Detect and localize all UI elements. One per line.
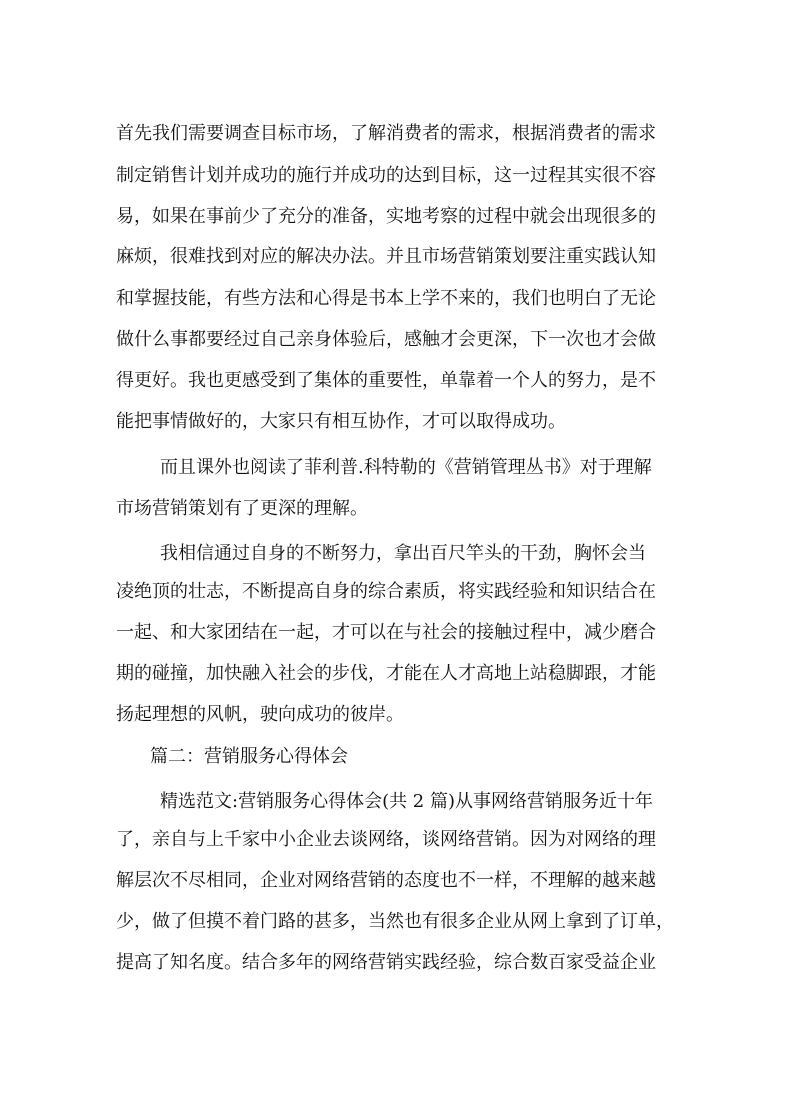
paragraph-5-line-2: 了，亲自与上千家中小企业去谈网络，谈网络营销。因为对网络的理 <box>116 829 656 850</box>
paragraph-1-line-2: 制定销售计划并成功的施行并成功的达到目标，这一过程其实很不容 <box>116 165 656 186</box>
paragraph-1-line-8: 能把事情做好的，大家只有相互协作，才可以取得成功。 <box>116 411 566 432</box>
paragraph-3-line-4: 期的碰撞，加快融入社会的步伐，才能在人才高地上站稳脚跟，才能 <box>116 663 656 684</box>
paragraph-1-line-3: 易，如果在事前少了充分的准备，实地考察的过程中就会出现很多的 <box>116 206 656 227</box>
paragraph-3-line-1: 我相信通过自身的不断努力，拿出百尺竿头的干劲，胸怀会当 <box>160 543 646 564</box>
paragraph-3-line-2: 凌绝顶的壮志，不断提高自身的综合素质，将实践经验和知识结合在 <box>116 581 656 602</box>
paragraph-1-line-6: 做什么事都要经过自己亲身体验后，感触才会更深，下一次也才会做 <box>116 329 656 350</box>
paragraph-1-line-5: 和掌握技能，有些方法和心得是书本上学不来的，我们也明白了无论 <box>116 288 656 309</box>
paragraph-3-line-5: 扬起理想的风帆，驶向成功的彼岸。 <box>116 704 404 725</box>
paragraph-1-line-4: 麻烦，很难找到对应的解决办法。并且市场营销策划要注重实践认知 <box>116 246 656 267</box>
paragraph-3-line-3: 一起、和大家团结在一起，才可以在与社会的接触过程中，减少磨合 <box>116 622 656 643</box>
paragraph-5-line-5: 提高了知名度。结合多年的网络营销实践经验，综合数百家受益企业 <box>116 952 656 973</box>
paragraph-1-line-7: 得更好。我也更感受到了集体的重要性，单靠着一个人的努力，是不 <box>116 370 656 391</box>
paragraph-1-line-1: 首先我们需要调查目标市场，了解消费者的需求，根据消费者的需求 <box>116 123 656 144</box>
paragraph-2-line-2: 市场营销策划有了更深的理解。 <box>116 498 368 519</box>
paragraph-5-line-4: 少，做了但摸不着门路的甚多，当然也有很多企业从网上拿到了订单， <box>116 911 674 932</box>
paragraph-5-line-1: 精选范文:营销服务心得体会(共 2 篇)从事网络营销服务近十年 <box>160 791 654 812</box>
paragraph-5-line-3: 解层次不尽相同，企业对网络营销的态度也不一样，不理解的越来越 <box>116 870 656 891</box>
section-heading: 篇二：营销服务心得体会 <box>150 746 348 767</box>
paragraph-2-line-1: 而且课外也阅读了菲利普.科特勒的《营销管理丛书》对于理解 <box>160 457 652 478</box>
